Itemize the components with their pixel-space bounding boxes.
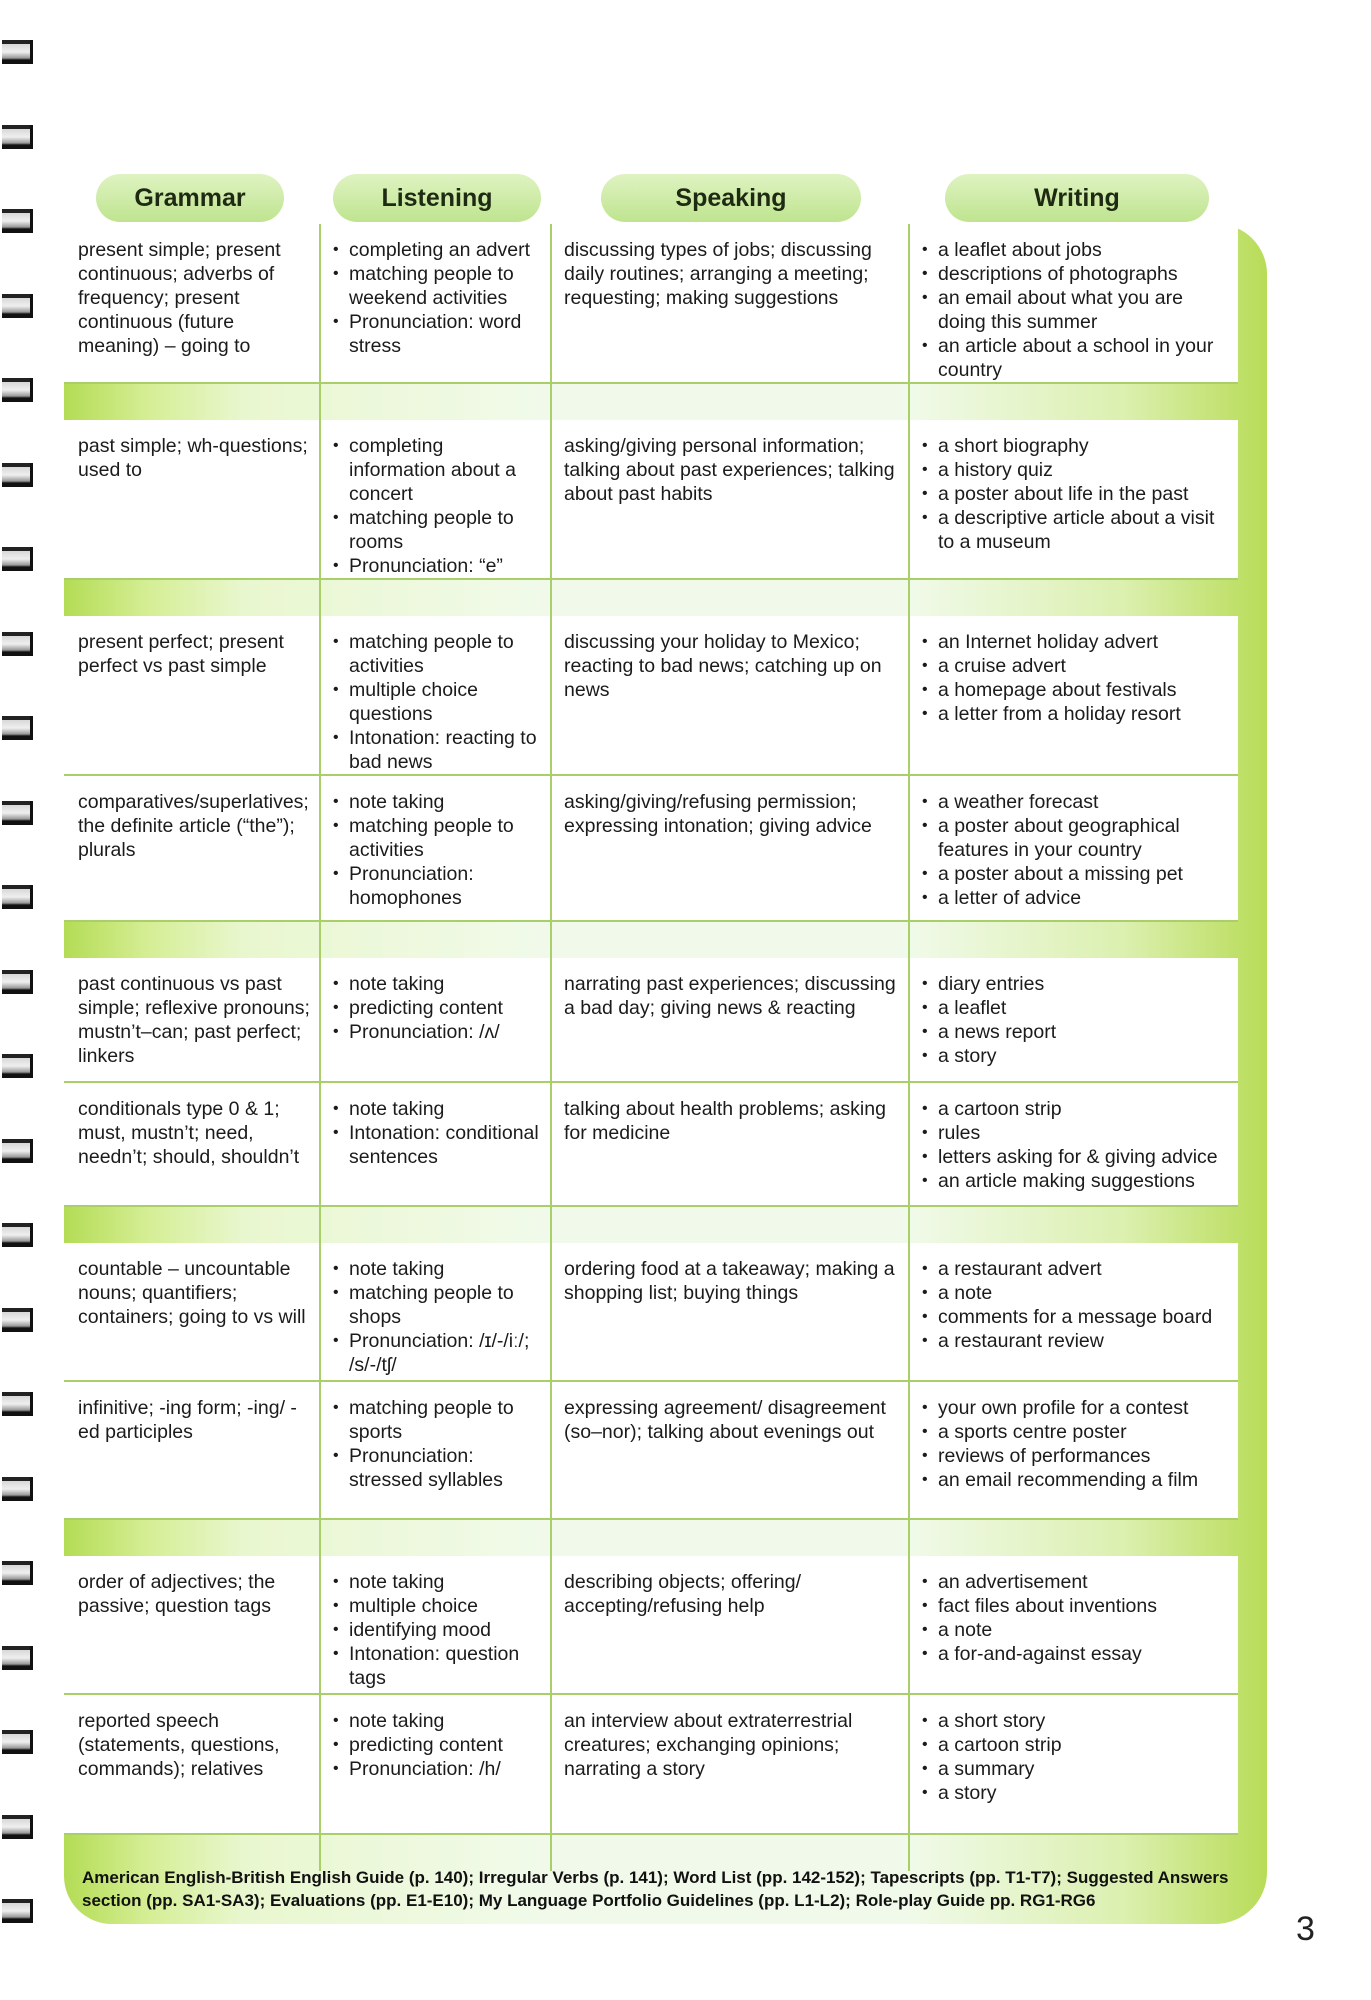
list-item: • Pronunciation: word stress bbox=[333, 310, 544, 358]
speaking-cell bbox=[551, 1243, 909, 1381]
grammar-text: countable – uncountable nouns; quantifiers; containers; going to vs will bbox=[78, 1258, 306, 1328]
gap-cell bbox=[320, 383, 551, 420]
gap-cell bbox=[320, 1519, 551, 1556]
listening-cell bbox=[320, 1381, 551, 1519]
list-item: • matching people to activities bbox=[333, 814, 544, 862]
list-item: • a poster about a missing pet bbox=[922, 862, 1232, 886]
speaking-cell bbox=[551, 958, 909, 1082]
speaking-text: asking/giving/refusing permission; expressing intonation; giving advice bbox=[564, 791, 872, 837]
list-item: • a cartoon strip bbox=[922, 1097, 1232, 1121]
row-gap bbox=[64, 579, 1238, 616]
grammar-cell bbox=[64, 1556, 320, 1694]
gap-cell bbox=[64, 579, 320, 616]
speaking-text: ordering food at a takeaway; making a shopping list; buying things bbox=[564, 1258, 895, 1304]
binding-ring bbox=[2, 1561, 33, 1585]
list-item: • note taking bbox=[333, 1709, 544, 1733]
grammar-text: comparatives/superlatives; the definite article (“the”); plurals bbox=[78, 791, 309, 861]
table-row bbox=[64, 224, 1238, 383]
list-item: • note taking bbox=[333, 1257, 544, 1281]
gap-cell bbox=[909, 1206, 1238, 1243]
binding-ring bbox=[2, 547, 33, 571]
writing-list bbox=[922, 1097, 1232, 1193]
list-item: • a note bbox=[922, 1618, 1232, 1642]
gap-cell bbox=[64, 1519, 320, 1556]
gap-cell bbox=[551, 1519, 909, 1556]
listening-list bbox=[333, 238, 544, 358]
grammar-cell bbox=[64, 1381, 320, 1519]
gap-cell bbox=[64, 921, 320, 958]
page-number: 3 bbox=[1296, 1910, 1315, 1948]
writing-cell bbox=[909, 1243, 1238, 1381]
writing-list bbox=[922, 972, 1232, 1068]
gap-cell bbox=[320, 921, 551, 958]
writing-list bbox=[922, 790, 1232, 910]
list-item: • a history quiz bbox=[922, 458, 1232, 482]
table-row bbox=[64, 958, 1238, 1082]
binding-ring bbox=[2, 40, 33, 64]
listening-cell bbox=[320, 1243, 551, 1381]
gap-cell bbox=[551, 383, 909, 420]
list-item: • a news report bbox=[922, 1020, 1232, 1044]
speaking-text: talking about health problems; asking for medicine bbox=[564, 1098, 886, 1144]
list-item: • your own profile for a contest bbox=[922, 1396, 1232, 1420]
list-item: • a poster about life in the past bbox=[922, 482, 1232, 506]
gap-cell bbox=[909, 579, 1238, 616]
list-item: • descriptions of photographs bbox=[922, 262, 1232, 286]
speaking-cell bbox=[551, 1556, 909, 1694]
listening-list bbox=[333, 790, 544, 910]
binding-ring bbox=[2, 1646, 33, 1670]
grammar-cell bbox=[64, 616, 320, 775]
grammar-cell bbox=[64, 1082, 320, 1206]
writing-cell bbox=[909, 1556, 1238, 1694]
gap-cell bbox=[909, 383, 1238, 420]
grammar-text: present perfect; present perfect vs past simple bbox=[78, 631, 284, 677]
listening-list bbox=[333, 1709, 544, 1781]
list-item: • a weather forecast bbox=[922, 790, 1232, 814]
binding-ring bbox=[2, 1730, 33, 1754]
speaking-text: discussing types of jobs; discussing daily routines; arranging a meeting; requesting; making suggestions bbox=[564, 239, 872, 309]
listening-list bbox=[333, 1097, 544, 1169]
speaking-cell bbox=[551, 1381, 909, 1519]
list-item: • Pronunciation: /ʌ/ bbox=[333, 1020, 544, 1044]
grammar-cell bbox=[64, 1243, 320, 1381]
list-item: • a leaflet bbox=[922, 996, 1232, 1020]
list-item: • a letter of advice bbox=[922, 886, 1232, 910]
list-item: • Pronunciation: stressed syllables bbox=[333, 1444, 544, 1492]
speaking-text: expressing agreement/ disagreement (so–nor); talking about evenings out bbox=[564, 1397, 886, 1443]
list-item: • multiple choice bbox=[333, 1594, 544, 1618]
list-item: • a letter from a holiday resort bbox=[922, 702, 1232, 726]
list-item: • a poster about geographical features in your country bbox=[922, 814, 1232, 862]
speaking-cell bbox=[551, 224, 909, 383]
list-item: • completing information about a concert bbox=[333, 434, 544, 506]
row-gap bbox=[64, 1206, 1238, 1243]
binding-ring bbox=[2, 1815, 33, 1839]
list-item: • a cruise advert bbox=[922, 654, 1232, 678]
speaking-text: discussing your holiday to Mexico; reacting to bad news; catching up on news bbox=[564, 631, 882, 701]
gap-cell bbox=[551, 1206, 909, 1243]
binding-ring bbox=[2, 294, 33, 318]
list-item: • a restaurant advert bbox=[922, 1257, 1232, 1281]
listening-list bbox=[333, 1257, 544, 1377]
list-item: • reviews of performances bbox=[922, 1444, 1232, 1468]
header-listening: Listening bbox=[333, 174, 541, 222]
gap-cell bbox=[320, 579, 551, 616]
gap-cell bbox=[909, 921, 1238, 958]
binding-ring bbox=[2, 1223, 33, 1247]
speaking-text: asking/giving personal information; talking about past experiences; talking about past habits bbox=[564, 435, 895, 505]
list-item: • matching people to sports bbox=[333, 1396, 544, 1444]
list-item: • matching people to shops bbox=[333, 1281, 544, 1329]
list-item: • a short story bbox=[922, 1709, 1232, 1733]
binding-ring bbox=[2, 632, 33, 656]
writing-cell bbox=[909, 775, 1238, 921]
grammar-text: past simple; wh-questions; used to bbox=[78, 435, 308, 481]
grammar-text: reported speech (statements, questions, commands); relatives bbox=[78, 1710, 280, 1780]
footer-references: American English-British English Guide (p. 140); Irregular Verbs (p. 141); Word List (pp. 142-152); Tapescripts (pp. T1-T7); Suggested Answers section (pp. SA1-SA3); Evaluations (pp. E1-E10); My Language Portfolio Guidelines (pp. L1-L2); Role-play Guide pp. RG1-RG6 bbox=[82, 1868, 1229, 1910]
list-item: • Pronunciation: /ɪ/-/iː/; /s/-/tʃ/ bbox=[333, 1329, 544, 1377]
writing-cell bbox=[909, 958, 1238, 1082]
binding-ring bbox=[2, 801, 33, 825]
list-item: • a homepage about festivals bbox=[922, 678, 1232, 702]
gap-cell bbox=[551, 579, 909, 616]
writing-cell bbox=[909, 1082, 1238, 1206]
list-item: • Pronunciation: “e” bbox=[333, 554, 544, 578]
speaking-cell bbox=[551, 1694, 909, 1834]
grammar-cell bbox=[64, 958, 320, 1082]
gap-cell bbox=[64, 383, 320, 420]
list-item: • fact files about inventions bbox=[922, 1594, 1232, 1618]
grammar-text: order of adjectives; the passive; question tags bbox=[78, 1571, 276, 1617]
writing-cell bbox=[909, 1381, 1238, 1519]
binding-ring bbox=[2, 1139, 33, 1163]
listening-cell bbox=[320, 1082, 551, 1206]
list-item: • a restaurant review bbox=[922, 1329, 1232, 1353]
list-item: • a leaflet about jobs bbox=[922, 238, 1232, 262]
list-item: • note taking bbox=[333, 1570, 544, 1594]
list-item: • a short biography bbox=[922, 434, 1232, 458]
list-item: • rules bbox=[922, 1121, 1232, 1145]
table-row bbox=[64, 420, 1238, 579]
list-item: • an article about a school in your country bbox=[922, 334, 1232, 382]
list-item: • matching people to weekend activities bbox=[333, 262, 544, 310]
header-grammar: Grammar bbox=[96, 174, 284, 222]
speaking-text: narrating past experiences; discussing a bad day; giving news & reacting bbox=[564, 973, 896, 1019]
list-item: • a summary bbox=[922, 1757, 1232, 1781]
binding-ring bbox=[2, 1477, 33, 1501]
list-item: • a cartoon strip bbox=[922, 1733, 1232, 1757]
row-gap bbox=[64, 921, 1238, 958]
list-item: • a sports centre poster bbox=[922, 1420, 1232, 1444]
contents-table bbox=[64, 224, 1238, 1871]
speaking-cell bbox=[551, 420, 909, 579]
list-item: • an Internet holiday advert bbox=[922, 630, 1232, 654]
list-item: • diary entries bbox=[922, 972, 1232, 996]
speaking-text: describing objects; offering/ accepting/refusing help bbox=[564, 1571, 802, 1617]
grammar-cell bbox=[64, 420, 320, 579]
gap-cell bbox=[64, 1206, 320, 1243]
list-item: • Intonation: question tags bbox=[333, 1642, 544, 1690]
list-item: • matching people to activities bbox=[333, 630, 544, 678]
listening-list bbox=[333, 630, 544, 774]
list-item: • a story bbox=[922, 1044, 1232, 1068]
writing-list bbox=[922, 1257, 1232, 1353]
binding-ring bbox=[2, 716, 33, 740]
writing-list bbox=[922, 238, 1232, 382]
speaking-text: an interview about extraterrestrial creatures; exchanging opinions; narrating a story bbox=[564, 1710, 853, 1780]
table-row bbox=[64, 1243, 1238, 1381]
gap-cell bbox=[320, 1206, 551, 1243]
list-item: • a note bbox=[922, 1281, 1232, 1305]
list-item: • identifying mood bbox=[333, 1618, 544, 1642]
listening-cell bbox=[320, 616, 551, 775]
list-item: • letters asking for & giving advice bbox=[922, 1145, 1232, 1169]
gap-cell bbox=[909, 1519, 1238, 1556]
list-item: • comments for a message board bbox=[922, 1305, 1232, 1329]
list-item: • Pronunciation: /h/ bbox=[333, 1757, 544, 1781]
listening-list bbox=[333, 434, 544, 578]
table-row bbox=[64, 1694, 1238, 1834]
table-row bbox=[64, 1556, 1238, 1694]
list-item: • predicting content bbox=[333, 996, 544, 1020]
list-item: • a for-and-against essay bbox=[922, 1642, 1232, 1666]
listening-list bbox=[333, 1396, 544, 1492]
table-row bbox=[64, 1381, 1238, 1519]
writing-list bbox=[922, 630, 1232, 726]
spiral-binding bbox=[0, 0, 40, 2000]
list-item: • Intonation: reacting to bad news bbox=[333, 726, 544, 774]
listening-list bbox=[333, 1570, 544, 1690]
list-item: • multiple choice questions bbox=[333, 678, 544, 726]
list-item: • Pronunciation: homophones bbox=[333, 862, 544, 910]
listening-cell bbox=[320, 420, 551, 579]
grammar-text: present simple; present continuous; adverbs of frequency; present continuous (future meaning) – going to bbox=[78, 239, 281, 357]
speaking-cell bbox=[551, 1082, 909, 1206]
header-speaking: Speaking bbox=[601, 174, 861, 222]
listening-list bbox=[333, 972, 544, 1044]
header-writing: Writing bbox=[945, 174, 1209, 222]
grammar-cell bbox=[64, 1694, 320, 1834]
table-row bbox=[64, 616, 1238, 775]
writing-list bbox=[922, 1709, 1232, 1805]
listening-cell bbox=[320, 1694, 551, 1834]
list-item: • an email recommending a film bbox=[922, 1468, 1232, 1492]
binding-ring bbox=[2, 463, 33, 487]
speaking-cell bbox=[551, 775, 909, 921]
list-item: • a descriptive article about a visit to a museum bbox=[922, 506, 1232, 554]
list-item: • note taking bbox=[333, 790, 544, 814]
binding-ring bbox=[2, 885, 33, 909]
binding-ring bbox=[2, 1392, 33, 1416]
list-item: • predicting content bbox=[333, 1733, 544, 1757]
binding-ring bbox=[2, 970, 33, 994]
binding-ring bbox=[2, 125, 33, 149]
writing-list bbox=[922, 434, 1232, 554]
grammar-cell bbox=[64, 224, 320, 383]
row-gap bbox=[64, 383, 1238, 420]
listening-cell bbox=[320, 224, 551, 383]
list-item: • matching people to rooms bbox=[333, 506, 544, 554]
listening-cell bbox=[320, 958, 551, 1082]
listening-cell bbox=[320, 1556, 551, 1694]
binding-ring bbox=[2, 1899, 33, 1923]
writing-list bbox=[922, 1570, 1232, 1666]
gap-cell bbox=[551, 921, 909, 958]
list-item: • note taking bbox=[333, 1097, 544, 1121]
writing-cell bbox=[909, 616, 1238, 775]
list-item: • a story bbox=[922, 1781, 1232, 1805]
writing-cell bbox=[909, 1694, 1238, 1834]
table-row bbox=[64, 1082, 1238, 1206]
list-item: • completing an advert bbox=[333, 238, 544, 262]
grammar-text: conditionals type 0 & 1; must, mustn’t; need, needn’t; should, shouldn’t bbox=[78, 1098, 300, 1168]
binding-ring bbox=[2, 378, 33, 402]
writing-list bbox=[922, 1396, 1232, 1492]
grammar-cell bbox=[64, 775, 320, 921]
row-gap bbox=[64, 1519, 1238, 1556]
speaking-cell bbox=[551, 616, 909, 775]
list-item: • an advertisement bbox=[922, 1570, 1232, 1594]
grammar-text: past continuous vs past simple; reflexive pronouns; mustn’t–can; past perfect; linkers bbox=[78, 973, 310, 1067]
binding-ring bbox=[2, 1054, 33, 1078]
binding-ring bbox=[2, 1308, 33, 1332]
list-item: • note taking bbox=[333, 972, 544, 996]
writing-cell bbox=[909, 224, 1238, 383]
list-item: • an email about what you are doing this summer bbox=[922, 286, 1232, 334]
listening-cell bbox=[320, 775, 551, 921]
binding-ring bbox=[2, 209, 33, 233]
list-item: • Intonation: conditional sentences bbox=[333, 1121, 544, 1169]
writing-cell bbox=[909, 420, 1238, 579]
list-item: • an article making suggestions bbox=[922, 1169, 1232, 1193]
grammar-text: infinitive; -ing form; -ing/ -ed participles bbox=[78, 1397, 297, 1443]
table-row bbox=[64, 775, 1238, 921]
